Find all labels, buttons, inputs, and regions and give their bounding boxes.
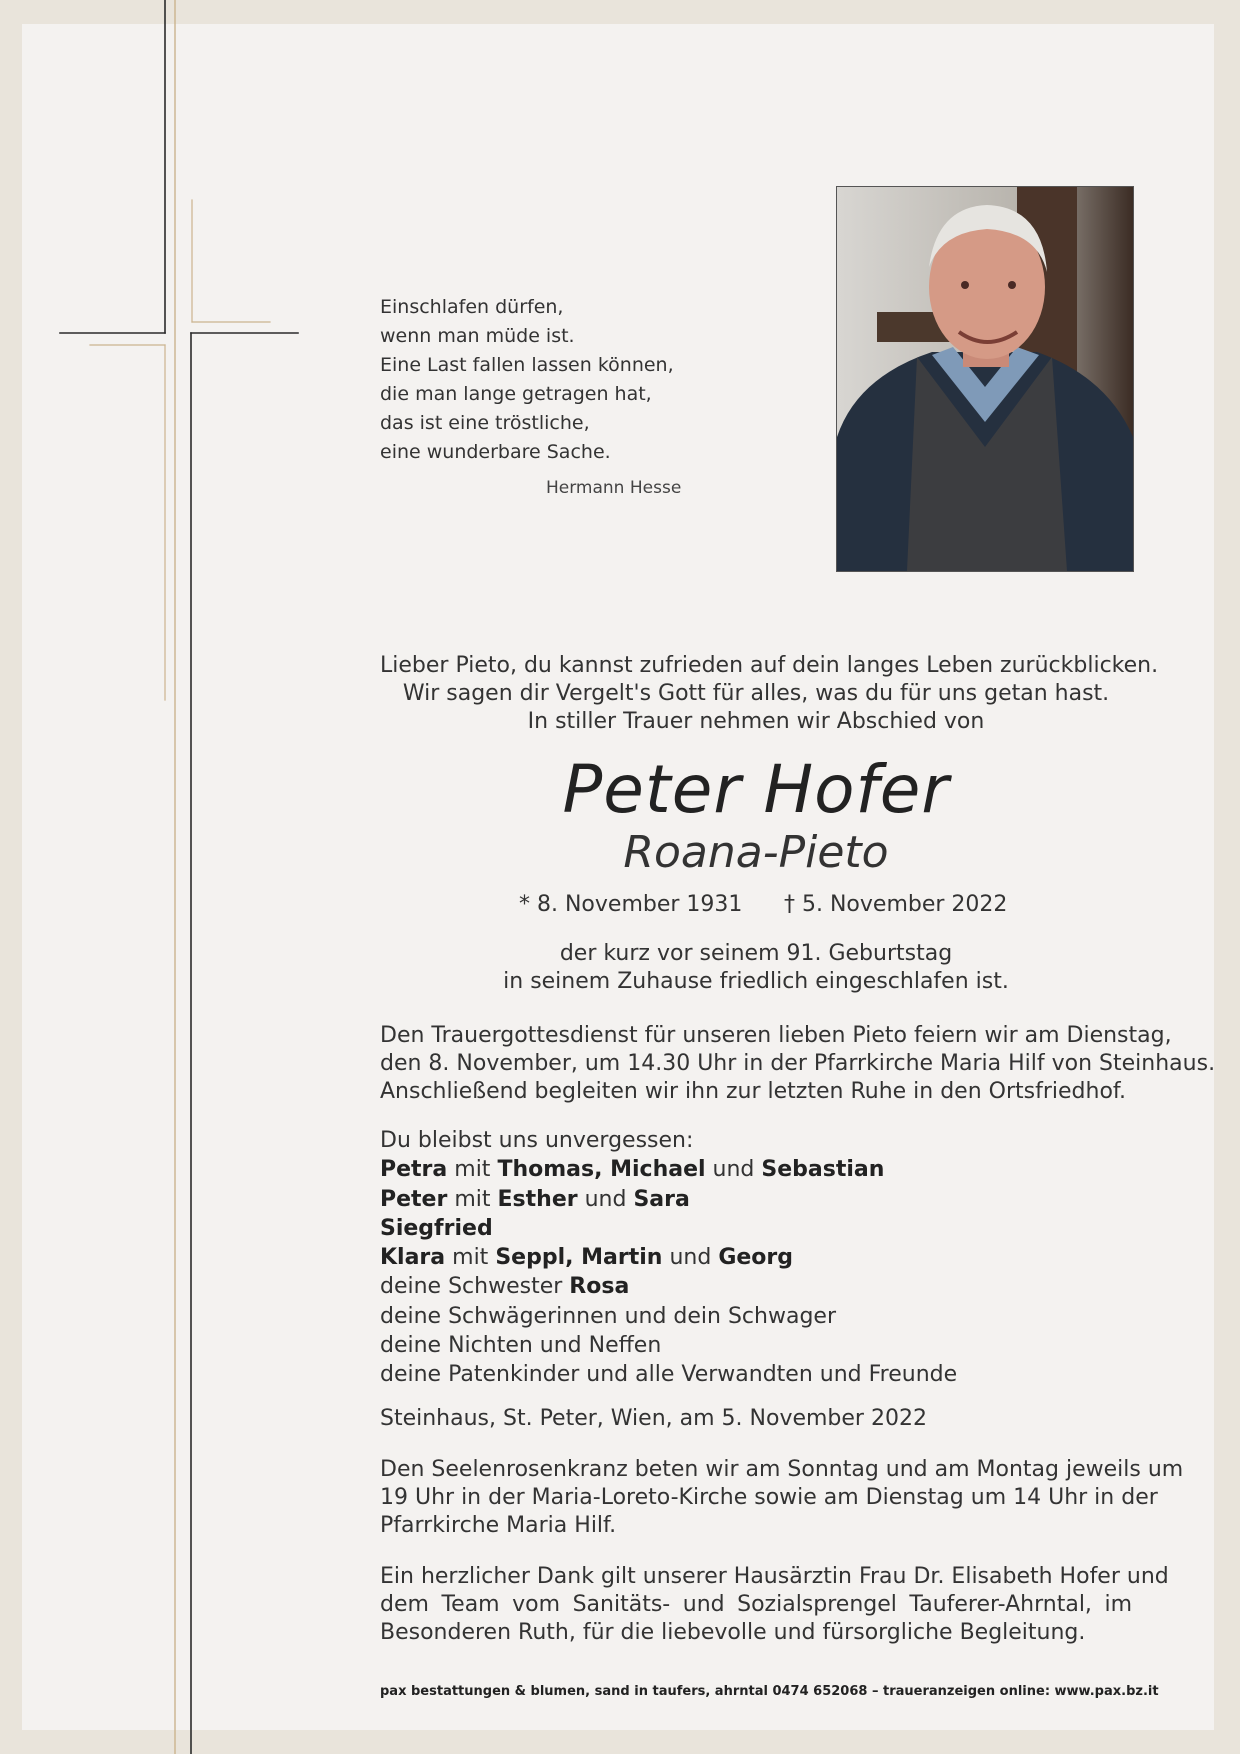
mourner-row: Klara mit Seppl, Martin und Georg: [380, 1245, 794, 1271]
place-date: Steinhaus, St. Peter, Wien, am 5. November 2022: [380, 1406, 927, 1431]
mourner-row: Peter mit Esther und Sara: [380, 1186, 690, 1212]
intro-line: In stiller Trauer nehmen wir Abschied von: [527, 709, 985, 734]
rosary-line: 19 Uhr in der Maria-Loreto-Kirche sowie am Dienstag um 14 Uhr in der: [380, 1485, 1158, 1510]
thanks-paragraph: [380, 1563, 1169, 1647]
mourners-list: [380, 1126, 957, 1390]
phrase-line: der kurz vor seinem 91. Geburtstag: [559, 941, 953, 966]
quote-text: [380, 293, 840, 467]
quote-line: die man lange getragen hat,: [380, 383, 652, 405]
birth-date: * 8. November 1931: [519, 892, 743, 917]
quote-line: Einschlafen dürfen,: [380, 296, 564, 318]
funeral-line: Anschließend begleiten wir ihn zur letzten Ruhe in den Ortsfriedhof.: [380, 1079, 1127, 1104]
quote-line: das ist eine tröstliche,: [380, 412, 590, 434]
deceased-nickname: Roana-Pieto: [623, 827, 889, 878]
quote-line: Eine Last fallen lassen können,: [380, 354, 674, 376]
quote-line: eine wunderbare Sache.: [380, 441, 611, 463]
portrait-image: [837, 187, 1133, 571]
intro-text: [380, 652, 1159, 736]
rosary-line: Den Seelenrosenkranz beten wir am Sonntag und am Montag jeweils um: [380, 1457, 1184, 1482]
mourner-row: deine Patenkinder und alle Verwandten und Freunde: [380, 1362, 958, 1388]
mourner-row: Siegfried: [380, 1215, 493, 1241]
passing-phrase: [380, 940, 1132, 996]
funeral-paragraph: [380, 1022, 1216, 1106]
intro-line: Wir sagen dir Vergelt's Gott für alles, was du für uns getan hast.: [402, 681, 1110, 706]
thanks-line: Besonderen Ruth, für die liebevolle und fürsorgliche Begleitung.: [380, 1620, 1086, 1645]
funeral-line: Den Trauergottesdienst für unseren lieben Pieto feiern wir am Dienstag,: [380, 1023, 1172, 1048]
mourners-intro: Du bleibst uns unvergessen:: [380, 1128, 694, 1153]
mourner-row: deine Schwägerinnen und dein Schwager: [380, 1303, 836, 1329]
death-date: † 5. November 2022: [784, 892, 1008, 917]
deceased-name: Peter Hofer: [562, 751, 950, 828]
mourner-row: Petra mit Thomas, Michael und Sebastian: [380, 1157, 885, 1183]
thanks-line: Ein herzlicher Dank gilt unserer Hausärztin Frau Dr. Elisabeth Hofer und: [380, 1564, 1169, 1589]
funeral-line: den 8. November, um 14.30 Uhr in der Pfarrkirche Maria Hilf von Steinhaus.: [380, 1051, 1216, 1076]
mourner-row: deine Schwester Rosa: [380, 1274, 630, 1300]
quote-line: wenn man müde ist.: [380, 325, 575, 347]
quote-author: Hermann Hesse: [546, 478, 682, 498]
rosary-paragraph: [380, 1456, 1184, 1540]
phrase-line: in seinem Zuhause friedlich eingeschlafen ist.: [503, 969, 1009, 994]
mourner-row: deine Nichten und Neffen: [380, 1333, 662, 1359]
footer-contact: pax bestattungen & blumen, sand in taufers, ahrntal 0474 652068 – traueranzeigen online: www.pax.bz.it: [380, 1684, 1159, 1699]
thanks-line: dem Team vom Sanitäts- und Sozialsprengel Tauferer-Ahrntal, im: [380, 1592, 1132, 1617]
cross-icon: [0, 0, 320, 1754]
rosary-line: Pfarrkirche Maria Hilf.: [380, 1513, 617, 1538]
intro-line: Lieber Pieto, du kannst zufrieden auf dein langes Leben zurückblicken.: [380, 653, 1159, 678]
portrait-photo: [836, 186, 1134, 572]
